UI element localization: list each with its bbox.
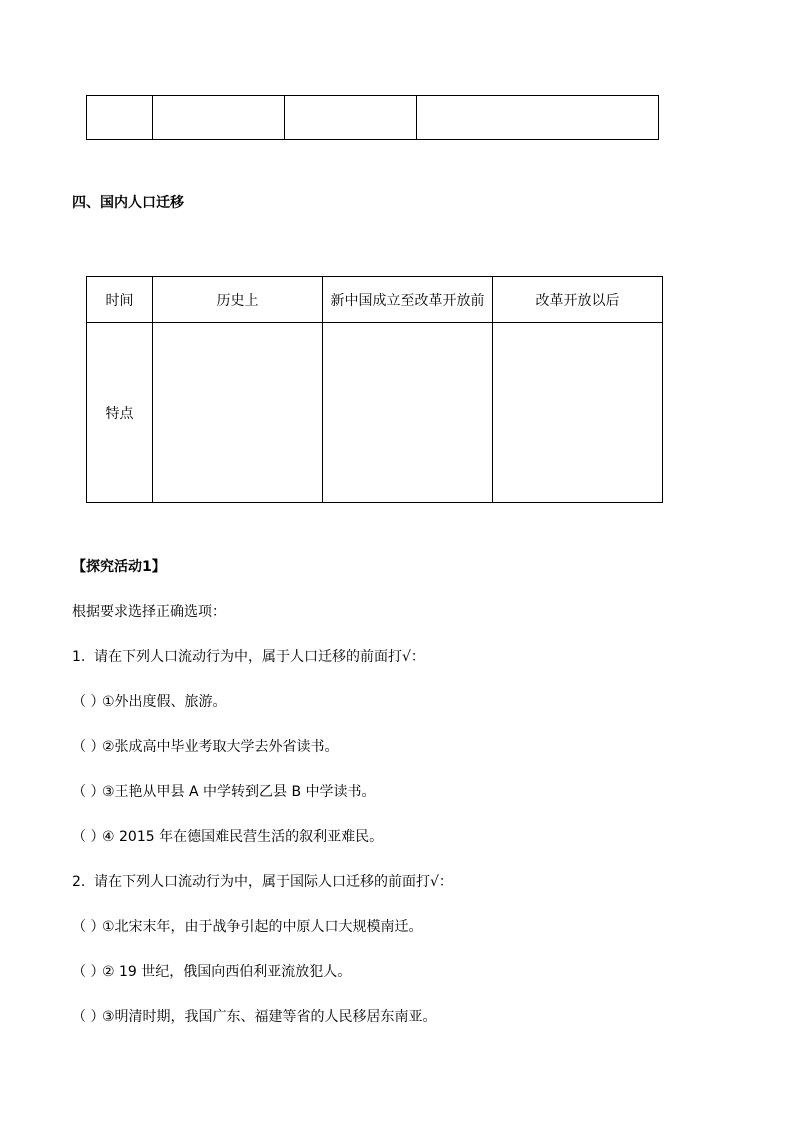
table-header-row [87,277,663,323]
list-item [72,736,339,756]
option-text: ② 19 世纪，俄国向西伯利亚流放犯人。 [102,964,352,980]
answer-blank[interactable]: （ ） [72,1009,105,1025]
list-item [72,961,351,981]
answer-cell-history[interactable] [153,323,323,503]
table-row [87,96,659,140]
list-item [72,826,383,846]
answer-cell-after-reform[interactable] [493,323,663,503]
answer-blank[interactable]: （ ） [72,964,105,980]
option-text: ①外出度假、旅游。 [102,694,227,710]
table-cell [153,96,285,140]
column-header-history: 历史上 [153,277,323,323]
option-text: ③王艳从甲县 A 中学转到乙县 B 中学读书。 [102,784,376,800]
list-item [72,1006,437,1026]
column-header-after-reform: 改革开放以后 [493,277,663,323]
list-item [72,781,376,801]
answer-blank[interactable]: （ ） [72,739,105,755]
answer-blank[interactable]: （ ） [72,829,105,845]
question-number: 2. [72,874,86,890]
list-item [72,916,423,936]
table-cell [285,96,417,140]
option-text: ④ 2015 年在德国难民营生活的叙利亚难民。 [102,829,384,845]
answer-blank[interactable]: （ ） [72,784,105,800]
question-number: 1. [72,649,86,665]
row-label-features: 特点 [87,323,153,503]
column-header-time: 时间 [87,277,153,323]
option-text: ③明清时期，我国广东、福建等省的人民移居东南亚。 [102,1009,437,1025]
table-row [87,323,663,503]
question-prompt: 请在下列人口流动行为中，属于国际人口迁移的前面打√： [94,874,453,890]
option-text: ②张成高中毕业考取大学去外省读书。 [102,739,339,755]
question-1 [72,646,425,666]
answer-blank[interactable]: （ ） [72,919,105,935]
question-prompt: 请在下列人口流动行为中，属于人口迁移的前面打√： [94,649,425,665]
migration-table [86,276,663,503]
answer-cell-founding-to-reform[interactable] [323,323,493,503]
table-cell [417,96,659,140]
activity-instruction: 根据要求选择正确选项： [72,604,226,620]
option-text: ①北宋末年，由于战争引起的中原人口大规模南迁。 [102,919,423,935]
previous-table-fragment [86,95,659,140]
section-heading: 四、国内人口迁移 [72,195,184,211]
answer-blank[interactable]: （ ） [72,694,105,710]
activity-title: 【探究活动1】 [72,559,166,575]
list-item [72,691,227,711]
question-2 [72,871,453,891]
column-header-founding-to-reform: 新中国成立至改革开放前 [323,277,493,323]
table-cell [87,96,153,140]
